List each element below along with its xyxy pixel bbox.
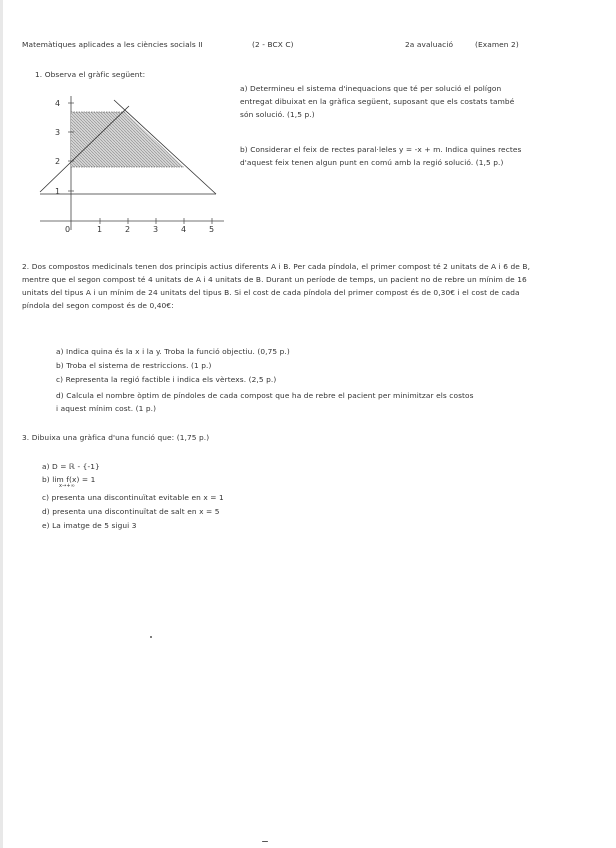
q3-part-d: d) presenta una discontinuïtat de salt en x = 5 — [42, 507, 220, 516]
origin-label: 0 — [65, 225, 71, 234]
q3-part-e: e) La imatge de 5 sigui 3 — [42, 521, 137, 530]
q1-part-a: a) Determineu el sistema d'inequacions que té per solució el polígon entregat dibuixat en la gràfica següent, suposant que els costats també són solució. (1,5 p.) — [240, 84, 515, 119]
q2-part-b: b) Troba el sistema de restriccions. (1 p.) — [56, 361, 212, 370]
y-tick-2: 2 — [55, 157, 61, 166]
scan-edge — [0, 0, 3, 848]
q3-part-c: c) presenta una discontinuïtat evitable en x = 1 — [42, 493, 224, 502]
feasible-region — [71, 112, 184, 167]
q3-part-b: b) lim f(x) = 1 — [42, 475, 96, 484]
y-tick-3: 3 — [55, 128, 61, 137]
q1-graph — [34, 88, 234, 238]
header-exam-type: (Examen 2) — [475, 40, 519, 49]
x-tick-4: 4 — [181, 225, 187, 234]
q2-part-a: a) Indica quina és la x i la y. Troba la funció objectiu. (0,75 p.) — [56, 347, 290, 356]
q2-intro: 2. Dos compostos medicinals tenen dos principis actius diferents A i B. Per cada píndola, el primer compost té 2 unitats de A i 6 de B, mentre que el segon compost té 4 unitats de A i 4 unitats de B. Durant un període de temps, un pacient no de rebre un mínim de 16 unitats del tipus A i un mínim de 24 unitats del tipus B. Si el cost de cada píndola del primer compost és de 0,30€ i el cost de cada píndola del segon compost és de 0,40€: — [22, 262, 531, 310]
q3-prompt: 3. Dibuixa una gràfica d'una funció que: (1,75 p.) — [22, 433, 210, 442]
q2-part-d: d) Calcula el nombre òptim de píndoles de cada compost que ha de rebre el pacient per minimitzar els costos i aquest mínim cost. (1 p.) — [56, 391, 474, 413]
y-tick-4: 4 — [55, 99, 61, 108]
q1-part-b: b) Considerar el feix de rectes paral·leles y = -x + m. Indica quines rectes d'aquest feix tenen algun punt en comú amb la regió solució. (1,5 p.) — [240, 145, 522, 167]
y-tick-1: 1 — [55, 187, 61, 196]
x-tick-1: 1 — [97, 225, 103, 234]
header-exam: 2a avaluació — [405, 40, 454, 49]
q2-part-c: c) Representa la regió factible i indica els vèrtexs. (2,5 p.) — [56, 375, 277, 384]
q3-lim-sub: x→+∞ — [59, 483, 75, 489]
q1-prompt: 1. Observa el gràfic següent: — [35, 70, 146, 79]
header-group: (2 - BCX C) — [252, 40, 294, 49]
x-tick-5: 5 — [209, 225, 215, 234]
q3-part-a: a) D = ℝ - {-1} — [42, 462, 100, 471]
x-tick-3: 3 — [153, 225, 159, 234]
header-course: Matemàtiques aplicades a les ciències socials II — [22, 40, 203, 49]
scan-speck — [150, 636, 152, 638]
scan-speck — [262, 841, 268, 842]
x-tick-2: 2 — [125, 225, 131, 234]
